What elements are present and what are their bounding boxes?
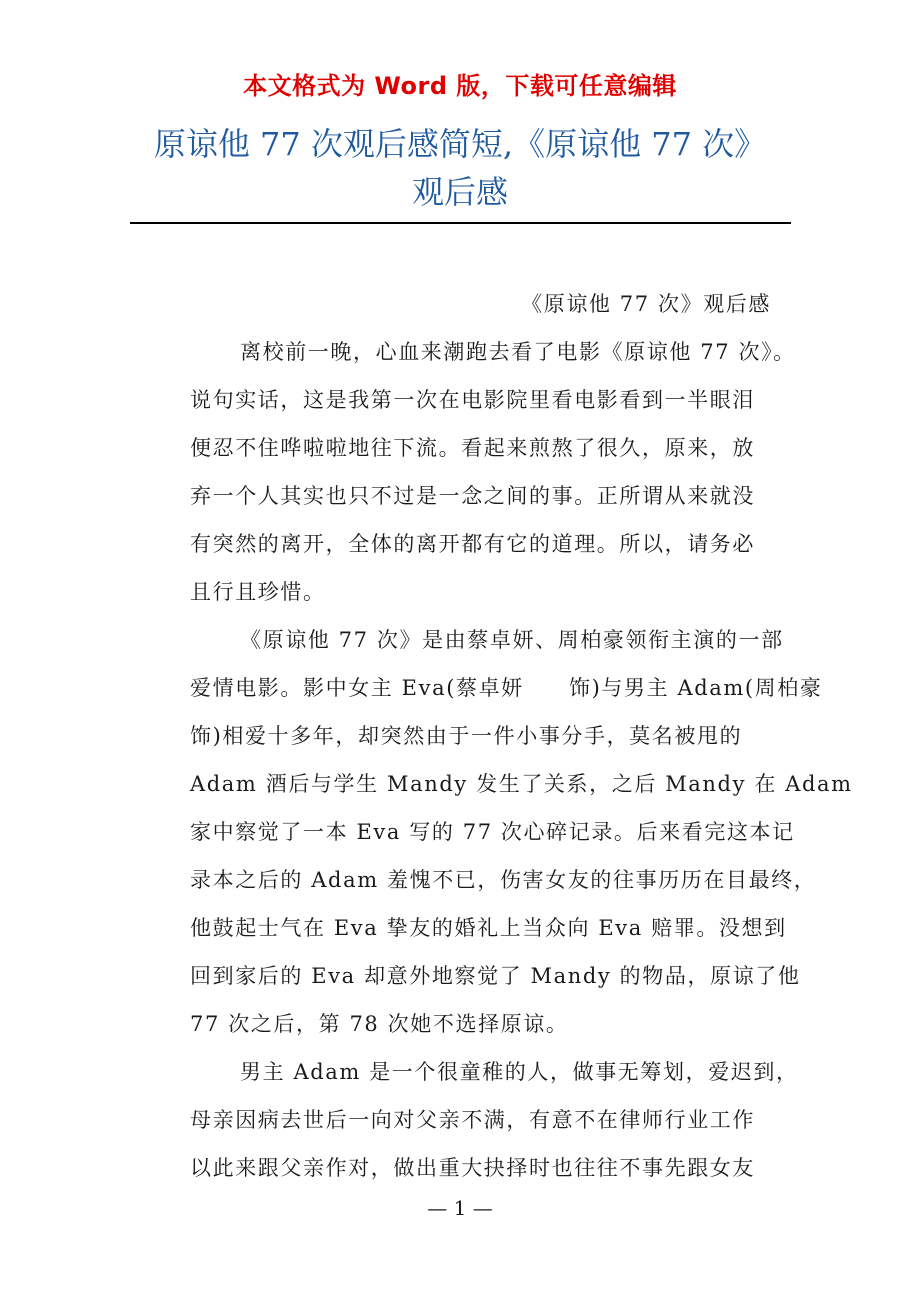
paragraph-line: 以此来跟父亲作对，做出重大抉择时也往往不事先跟女友 <box>190 1156 755 1180</box>
paragraph-line: 男主 Adam 是一个很童稚的人，做事无筹划，爱迟到， <box>240 1060 799 1084</box>
paragraph-3 <box>140 1048 799 1192</box>
paragraph-line: 弃一个人其实也只不过是一念之间的事。正所谓从来就没 <box>190 484 755 508</box>
paragraph-line: 录本之后的 Adam 羞愧不已，伤害女友的往事历历在目最终， <box>190 868 817 892</box>
paragraph-line: 说句实话，这是我第一次在电影院里看电影看到一半眼泪 <box>190 388 755 412</box>
paragraph-line: 爱情电影。影中女主 Eva(蔡卓妍 饰)与男主 Adam(周柏豪 <box>190 676 823 700</box>
paragraph-line: 他鼓起士气在 Eva 挚友的婚礼上当众向 Eva 赔罪。没想到 <box>190 916 787 940</box>
document-title-line-2: 观后感 <box>411 173 508 211</box>
paragraph-line: 便忍不住哗啦啦地往下流。看起来煎熬了很久，原来，放 <box>190 436 755 460</box>
paragraph-line: 家中察觉了一本 Eva 写的 77 次心碎记录。后来看完这本记 <box>190 820 795 844</box>
paragraph-line: 77 次之后，第 78 次她不选择原谅。 <box>190 1012 569 1036</box>
section-subheading: 《原谅他 77 次》观后感 <box>521 292 771 316</box>
paragraph-line: Adam 酒后与学生 Mandy 发生了关系，之后 Mandy 在 Adam <box>190 772 853 796</box>
page-number: — 1 — <box>427 1196 493 1220</box>
document-body <box>140 280 853 1192</box>
paragraph-line: 母亲因病去世后一向对父亲不满，有意不在律师行业工作 <box>190 1108 755 1132</box>
paragraph-line: 回到家后的 Eva 却意外地察觉了 Mandy 的物品，原谅了他 <box>190 964 801 988</box>
title-divider <box>130 222 791 224</box>
paragraph-line: 《原谅他 77 次》是由蔡卓妍、周柏豪领衔主演的一部 <box>240 628 784 652</box>
paragraph-line: 有突然的离开，全体的离开都有它的道理。所以，请务必 <box>190 532 755 556</box>
paragraph-line: 离校前一晚，心血来潮跑去看了电影《原谅他 77 次》。 <box>240 340 796 364</box>
paragraph-line: 且行且珍惜。 <box>190 580 326 604</box>
format-notice-banner: 本文格式为 Word 版，下载可任意编辑 <box>243 72 677 100</box>
document-title <box>100 120 820 216</box>
document-title-line-1: 原谅他 77 次观后感简短,《原谅他 77 次》 <box>153 125 767 163</box>
paragraph-2 <box>140 616 853 1048</box>
paragraph-line: 饰)相爱十多年，却突然由于一件小事分手，莫名被甩的 <box>190 724 743 748</box>
paragraph-1 <box>140 328 795 616</box>
